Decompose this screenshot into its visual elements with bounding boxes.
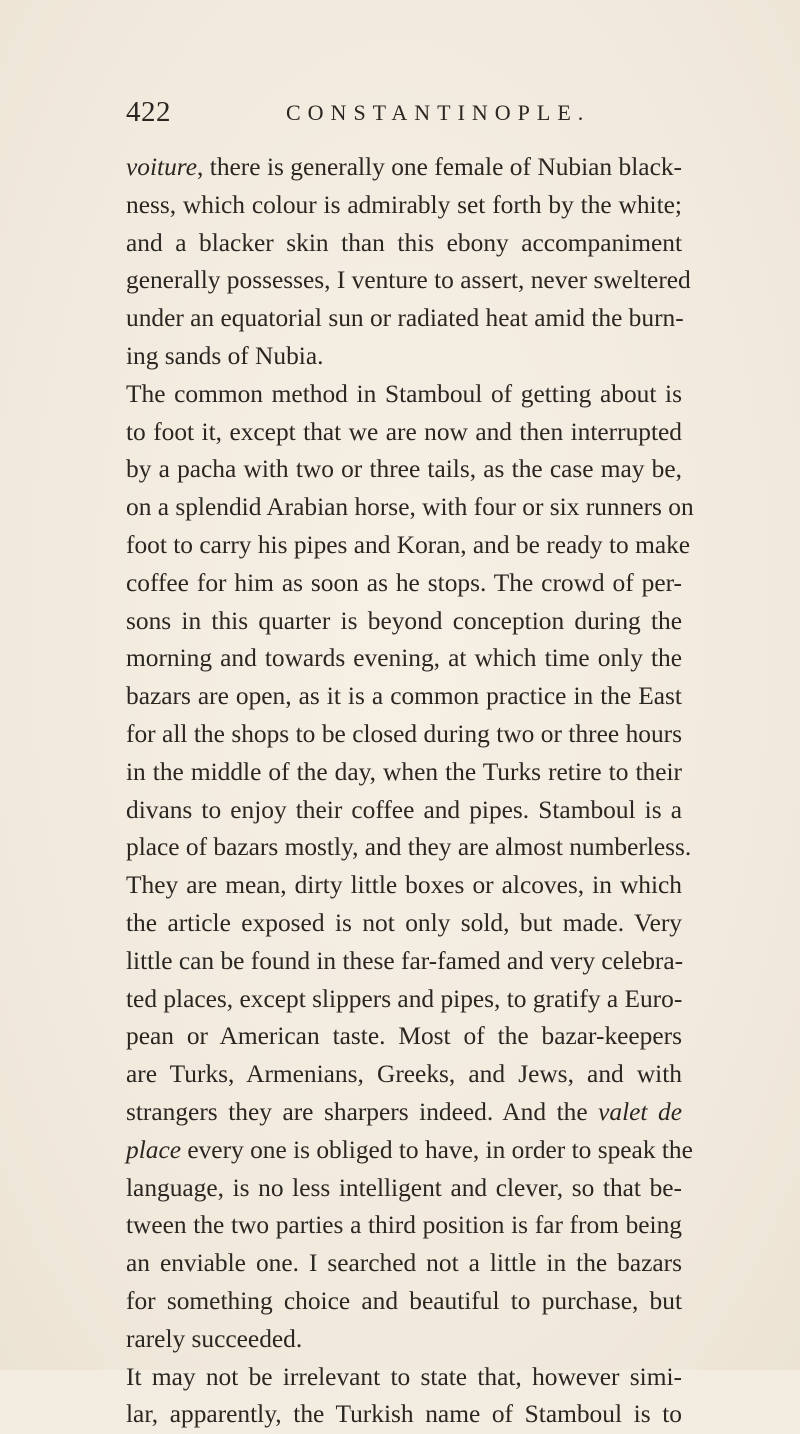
text-line: ted places, except slippers and pipes, to gratify a Euro- [126, 984, 683, 1013]
text-line: place every one is obliged to have, in order to speak the [126, 1135, 693, 1164]
text-line: little can be found in these far-famed and very celebra- [126, 946, 684, 975]
text-line: voiture, there is generally one female of Nubian black- [126, 153, 682, 181]
body-text [126, 149, 694, 1434]
text-line: for all the shops to be closed during two or three hours [126, 719, 682, 748]
text-line: morning and towards evening, at which time only the [126, 644, 682, 673]
italic-word: place [126, 1135, 181, 1164]
text-line: foot to carry his pipes and Koran, and be ready to make [126, 530, 691, 559]
text-line: coffee for him as soon as he stops. The crowd of per- [126, 568, 682, 597]
text-line: generally possesses, I venture to assert, never sweltered [126, 266, 691, 295]
text-line: It may not be irrelevant to state that, however simi- [126, 1362, 682, 1391]
text-line: strangers they are sharpers indeed. And the valet de [126, 1097, 682, 1126]
running-head: CONSTANTINOPLE. [286, 100, 591, 125]
text-line: in the middle of the day, when the Turks retire to their [126, 757, 682, 786]
text-line: to foot it, except that we are now and then interrupted [126, 417, 682, 446]
text-line: lar, apparently, the Turkish name of Stamboul is to [126, 1400, 682, 1429]
text-line: are Turks, Armenians, Greeks, and Jews, and with [126, 1060, 682, 1089]
text-line: for something choice and beautiful to purchase, but [126, 1286, 682, 1315]
text-line: place of bazars mostly, and they are almost numberless. [126, 833, 692, 862]
text-line: sons in this quarter is beyond conception during the [126, 606, 682, 635]
text-line: bazars are open, as it is a common practice in the East [126, 682, 682, 711]
text-line: The common method in Stamboul of getting about is [126, 379, 682, 408]
text-line: ing sands of Nubia. [126, 341, 324, 370]
italic-phrase: valet de [598, 1097, 682, 1126]
text-line: the article exposed is not only sold, but made. Very [126, 908, 682, 937]
text-line: divans to enjoy their coffee and pipes. Stamboul is a [126, 795, 682, 824]
text-line: an enviable one. I searched not a little in the bazars [126, 1249, 682, 1278]
text-line: language, is no less intelligent and clever, so that be- [126, 1173, 682, 1202]
text-line: on a splendid Arabian horse, with four or six runners on [126, 493, 694, 522]
page-header [126, 96, 682, 132]
text-line: They are mean, dirty little boxes or alcoves, in which [126, 871, 682, 900]
text-line: under an equatorial sun or radiated heat amid the burn- [126, 304, 684, 333]
text-line: rarely succeeded. [126, 1324, 303, 1353]
italic-word: voiture [126, 153, 197, 181]
text-line: tween the two parties a third position is far from being [126, 1211, 682, 1240]
text-line: and a blacker skin than this ebony accompaniment [126, 228, 682, 257]
text-line: pean or American taste. Most of the bazar-keepers [126, 1022, 682, 1051]
text-line: by a pacha with two or three tails, as the case may be, [126, 455, 682, 484]
text-line: ness, which colour is admirably set forth by the white; [126, 190, 682, 219]
page-number: 422 [126, 96, 171, 128]
